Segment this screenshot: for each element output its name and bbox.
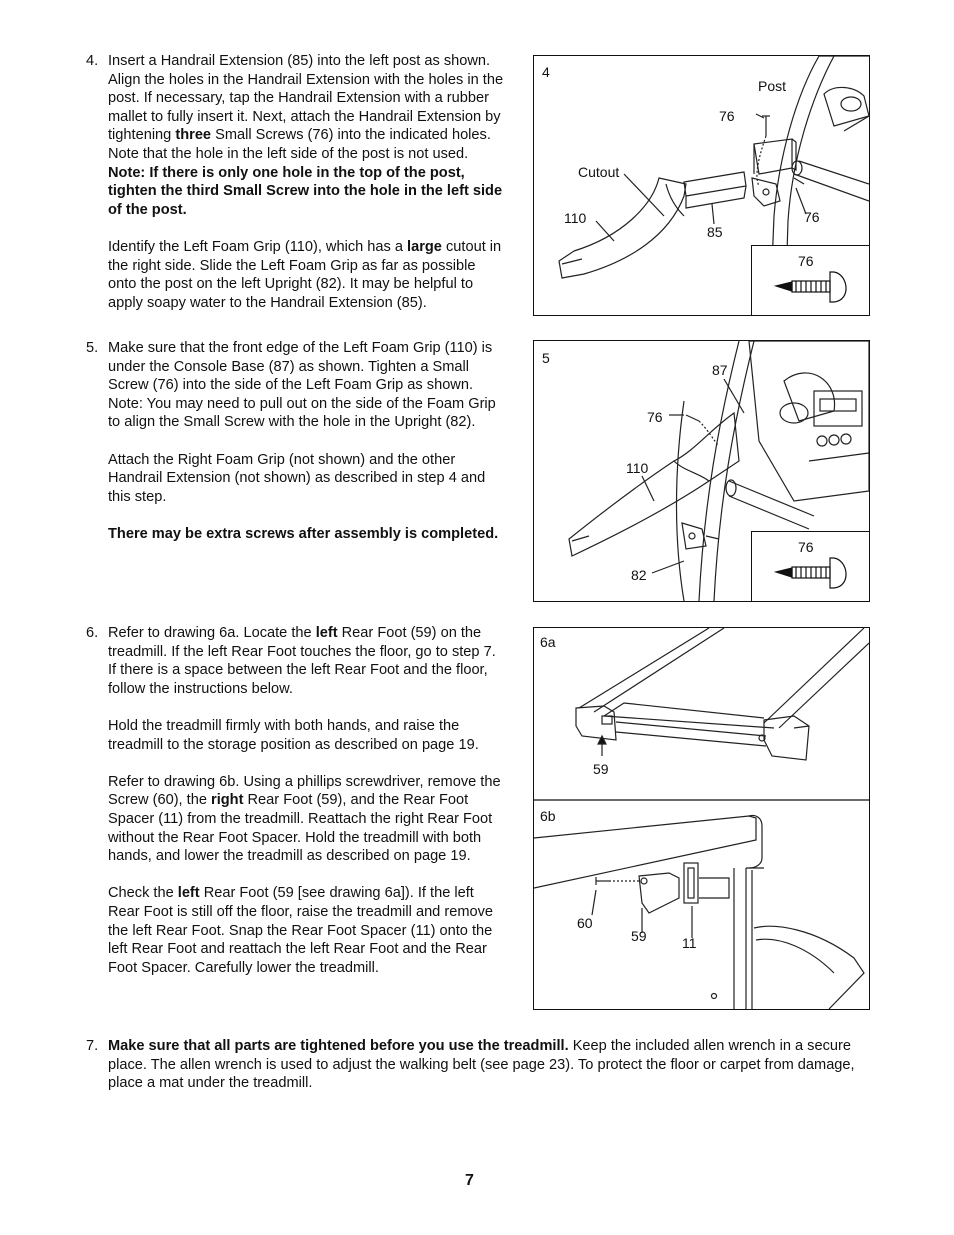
figure-4-id: 4 xyxy=(542,64,550,80)
inset-screw-label: 76 xyxy=(798,539,814,555)
spacer-label: 11 xyxy=(682,935,697,951)
step-4-paragraph-2: Identify the Left Foam Grip (110), which has a large cutout in the right side. Slide the Left Foam Grip as far as possible onto the post on the left Upright (82). It may be helpful to apply soapy water to the Handrail Extension (85). xyxy=(108,238,502,311)
step-5-note: There may be extra screws after assembly is completed. xyxy=(108,525,499,542)
figure-6a-id: 6a xyxy=(540,634,556,650)
figure-6 xyxy=(533,627,870,1010)
step-number: 6. xyxy=(86,625,99,641)
rear-foot-label-6b: 59 xyxy=(631,928,647,944)
screw-label: 76 xyxy=(647,409,663,425)
console-label: 87 xyxy=(712,362,728,378)
page-number: 7 xyxy=(465,1172,474,1189)
step-7-paragraph: Make sure that all parts are tightened before you use the treadmill. Keep the included allen wrench in a secure place. The allen wrench is used to adjust the walking belt (see page 23). To protect the floor or carpet from damage, place a mat under the treadmill. xyxy=(108,1038,855,1092)
step-number: 4. xyxy=(86,53,99,69)
figure-5 xyxy=(533,340,870,602)
small-screw-icon xyxy=(752,246,869,315)
post-label: Post xyxy=(758,78,787,94)
upright-label: 82 xyxy=(631,567,647,583)
step-7 xyxy=(86,1037,876,1093)
step-4 xyxy=(86,52,506,312)
step-number: 7. xyxy=(86,1038,99,1054)
extension-label: 85 xyxy=(707,224,723,240)
step-6-paragraph-2: Hold the treadmill firmly with both hands, and raise the treadmill to the storage position as described on page 19. xyxy=(108,717,479,753)
screw-label-6b: 60 xyxy=(577,915,593,931)
inset-screw-label: 76 xyxy=(798,253,814,269)
figure-6-drawing xyxy=(534,628,869,1009)
step-5-paragraph-1: Make sure that the front edge of the Left Foam Grip (110) is under the Console Base (87) as shown. Tighten a Small Screw (76) into the side of the Left Foam Grip as shown. Note: You may need to pull out on the side of the Foam Grip to align the Small Screw with the hole in the Upright (82). xyxy=(108,340,496,431)
figure-6b-id: 6b xyxy=(540,808,556,824)
step-6-paragraph-4: Check the left Rear Foot (59 [see drawing 6a]). If the left Rear Foot is still off the floor, raise the treadmill and remove the left Rear Foot. Snap the Rear Foot Spacer (11) onto the left Rear Foot and reattach the left Rear Foot and the Rear Foot Spacer. Carefully lower the treadmill. xyxy=(108,885,494,976)
step-6 xyxy=(86,624,506,977)
step-6-paragraph-3: Refer to drawing 6b. Using a phillips screwdriver, remove the Screw (60), the right Rear Foot (59), and the Rear Foot Spacer (11) from the treadmill. Reattach the right Rear Foot without the Rear Foot Spacer. Hold the treadmill with both hands, and lower the treadmill as described on page 19. xyxy=(108,773,501,865)
rear-foot-label-6a: 59 xyxy=(593,761,609,777)
screw-inset xyxy=(751,245,870,316)
step-4-paragraph-1: Insert a Handrail Extension (85) into the left post as shown. Align the holes in the Handrail Extension with the holes in the post. If necessary, tap the Handrail Extension with a rubber mallet to fully insert it. Next, attach the Handrail Extension by tightening three Small Screws (76) into the indicated holes. Note that the hole in the left side of the post is not used. Note: If there is only one hole in the top of the post, tighten the third Small Screw into the hole in the left side of the post. xyxy=(108,53,504,218)
step-5-paragraph-2: Attach the Right Foam Grip (not shown) and the other Handrail Extension (not shown) as described in step 4 and this step. xyxy=(108,451,486,505)
step-number: 5. xyxy=(86,340,99,356)
grip-label: 110 xyxy=(564,210,587,226)
screw-label-top: 76 xyxy=(719,108,735,124)
small-screw-icon xyxy=(752,532,869,601)
grip-label: 110 xyxy=(626,460,649,476)
step-5 xyxy=(86,339,506,544)
screw-label-side: 76 xyxy=(804,209,820,225)
figure-4 xyxy=(533,55,870,316)
cutout-label: Cutout xyxy=(578,164,620,180)
step-6-paragraph-1: Refer to drawing 6a. Locate the left Rear Foot (59) on the treadmill. If the left Rear Foot touches the floor, go to step 7. If there is a space between the left Rear Foot and the floor, follow the instructions below. xyxy=(108,625,496,697)
figure-5-id: 5 xyxy=(542,350,550,366)
screw-inset xyxy=(751,531,870,602)
